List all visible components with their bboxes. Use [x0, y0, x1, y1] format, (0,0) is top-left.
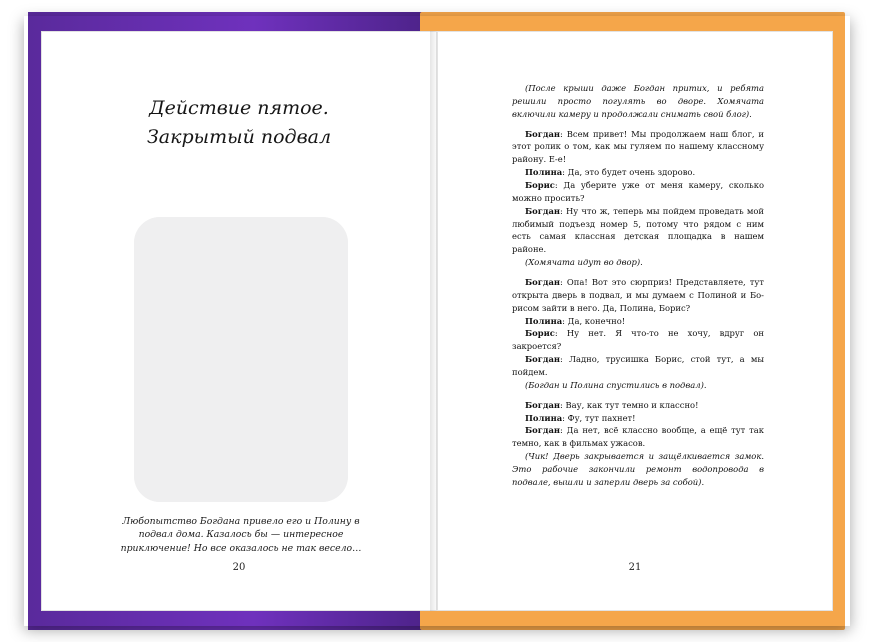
stage-direction: (После крыши даже Богдан притих, и ребята решили просто погулять во дворе. Хомячата включили камеру и продолжали снимать свой блог).: [512, 83, 764, 119]
stage-direction: (Хомячата идут во двор).: [525, 257, 643, 268]
dialogue-line: Богдан: Да нет, всё классно вообще, а ещё тут так темно, как в фильмах ужасов.: [512, 425, 764, 449]
page-number-right: 21: [628, 562, 642, 573]
speaker-name: Борис: [525, 328, 555, 339]
stage-direction: (Чик! Дверь закрывается и защёлкивается замок. Это рабочие закончили ремонт водопровода в подвале, вышли и заперли дверь за собой).: [512, 451, 764, 487]
dialogue-line: Богдан: Опа! Вот это сюрприз! Представляете, тут открыта дверь в подвал, и мы думаем с Полиной и Борисом зайти в него. Да, Полина, Борис?: [512, 277, 764, 313]
dialogue-line: Богдан: Ну что ж, теперь мы пойдем проведать мой любимый подъезд номер 5, потому что рядом с ним есть самая классная детская площадка в нашем районе.: [512, 205, 764, 255]
chapter-title: [42, 94, 436, 151]
dialogue-line: Полина: Да, это будет очень здорово.: [525, 167, 696, 178]
dialogue-line: Богдан: Всем привет! Мы продолжаем наш блог, и этот ролик о том, как мы гуляем по нашему классному району. Е-е!: [512, 128, 764, 165]
dialogue-line: Богдан: Ладно, трусишка Борис, стой тут, а мы пойдем.: [512, 354, 764, 378]
right-page-text-column: [512, 82, 764, 496]
chapter-title-line-1: Действие пятое.: [149, 97, 329, 119]
speaker-name: Богдан: [525, 354, 561, 365]
dialogue-line: Борис: Да уберите уже от меня камеру, сколько можно просить?: [512, 180, 764, 203]
page-number-left: 20: [232, 562, 246, 573]
stage-direction: (Богдан и Полина спустились в подвал).: [525, 379, 707, 390]
speaker-name: Богдан: [525, 128, 561, 139]
dialogue-line: Богдан: Вау, как тут темно и классно!: [525, 399, 699, 410]
dialogue-line: Полина: Да, конечно!: [525, 315, 626, 326]
illustration-caption: Любопытство Богдана привело его и Полину в подвал дома. Казалось бы — интересное приключение! Но все оказалось не так весело…: [120, 516, 362, 554]
left-page: [41, 31, 437, 611]
illustration-background: [134, 217, 348, 502]
speaker-name: Полина: [525, 315, 563, 326]
dialogue-line: Полина: Фу, тут пахнет!: [525, 412, 636, 423]
speaker-name: Богдан: [525, 425, 561, 436]
speaker-name: Полина: [525, 167, 563, 178]
speaker-name: Богдан: [525, 205, 561, 216]
chapter-illustration: [134, 217, 348, 502]
speaker-name: Богдан: [525, 399, 561, 410]
chapter-title-line-2: Закрытый подвал: [146, 125, 332, 148]
speaker-name: Полина: [525, 412, 563, 423]
right-page: [437, 31, 833, 611]
speaker-name: Богдан: [525, 277, 561, 288]
dialogue-line: Борис: Ну нет. Я что-то не хочу, вдруг он закроется?: [512, 328, 764, 352]
speaker-name: Борис: [525, 180, 555, 191]
